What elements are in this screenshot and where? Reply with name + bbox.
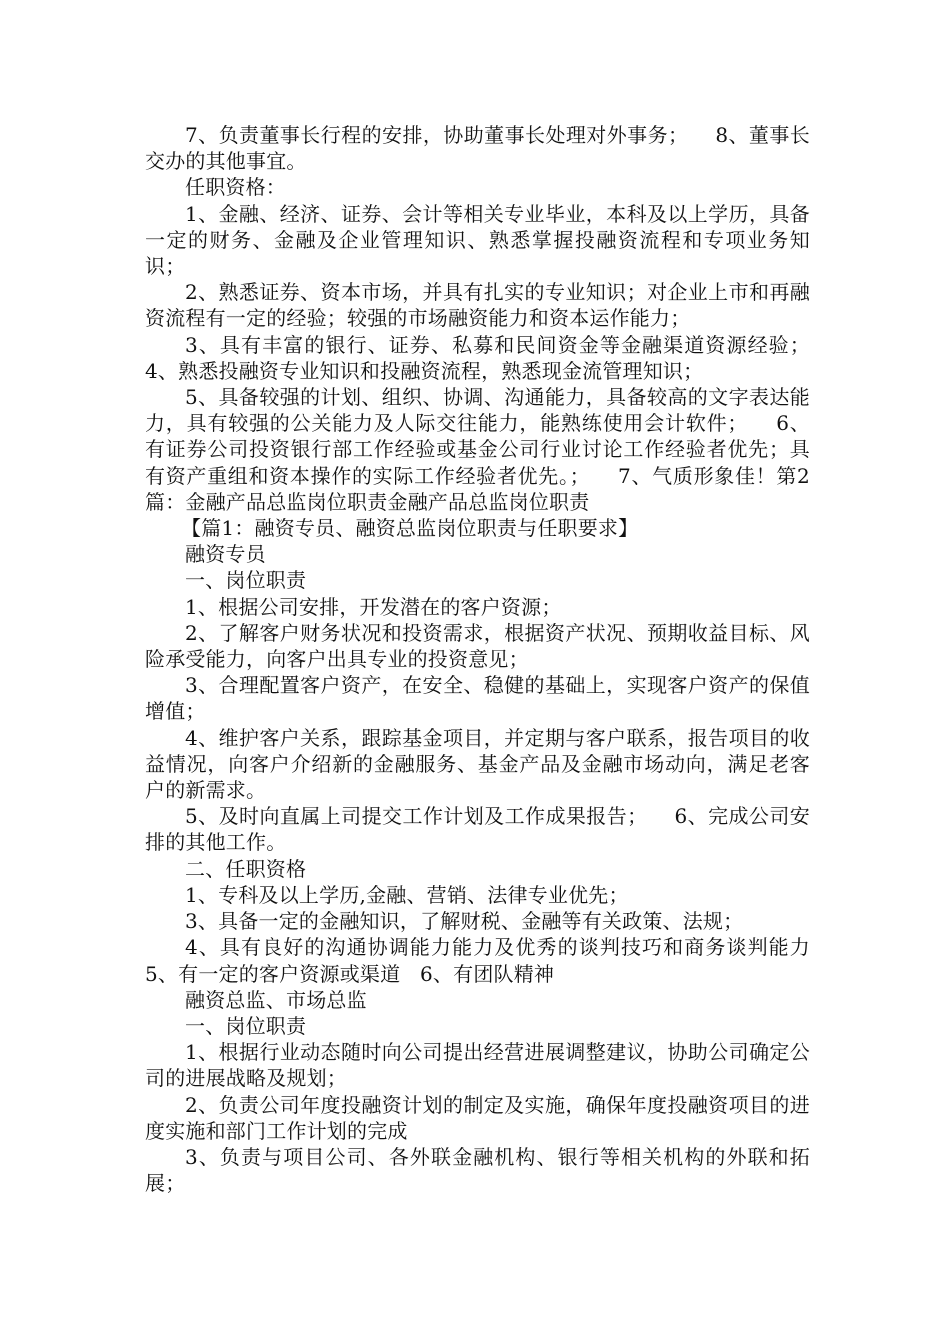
paragraph-specialist-duty-5-6: 5、及时向直属上司提交工作计划及工作成果报告； 6、完成公司安排的其他工作。 xyxy=(145,804,810,855)
paragraph-specialist-duty-3: 3、合理配置客户资产，在安全、稳健的基础上，实现客户资产的保值增值； xyxy=(145,673,810,724)
paragraph-qual-5-7: 5、具备较强的计划、组织、协调、沟通能力，具备较高的文字表达能力，具有较强的公关能力及人际交往能力，能熟练使用会计软件； 6、有证券公司投资银行部工作经验或基金公司行业讨论工作经验者优先；具有资产重组和资本操作的实际工作经验者优先。； 7、气质形象佳！第2篇：金融产品总监岗位职责金融产品总监岗位职责 xyxy=(145,385,810,514)
paragraph-specialist-qual-1: 1、专科及以上学历,金融、营销、法律专业优先； xyxy=(185,882,629,907)
paragraph-specialist-qual-4-6: 4、具有良好的沟通协调能力能力及优秀的谈判技巧和商务谈判能力 5、有一定的客户资源或渠道 6、有团队精神 xyxy=(145,935,824,986)
paragraph-specialist-duty-4: 4、维护客户关系，跟踪基金项目，并定期与客户联系，报告项目的收益情况，向客户介绍新的金融服务、基金产品及金融市场动向，满足老客户的新需求。 xyxy=(145,725,810,803)
heading-duties-1: 一、岗位职责 xyxy=(185,568,307,593)
paragraph-director-duty-2: 2、负责公司年度投融资计划的制定及实施，确保年度投融资项目的进度实施和部门工作计划的完成 xyxy=(145,1092,810,1143)
paragraph-director-duty-1: 1、根据行业动态随时向公司提出经营进展调整建议，协助公司确定公司的进展战略及规划； xyxy=(145,1040,810,1091)
paragraph-director-duty-3: 3、负责与项目公司、各外联金融机构、银行等相关机构的外联和拓展； xyxy=(145,1144,810,1196)
paragraph-qual-3-4: 3、具有丰富的银行、证券、私募和民间资金等金融渠道资源经验； 4、熟悉投融资专业知识和投融资流程，熟悉现金流管理知识； xyxy=(145,332,824,383)
section-title-part1: 【篇1：融资专员、融资总监岗位职责与任职要求】 xyxy=(181,516,639,541)
heading-financing-director: 融资总监、市场总监 xyxy=(185,987,367,1012)
paragraph-qual-2: 2、熟悉证券、资本市场，并具有扎实的专业知识；对企业上市和再融资流程有一定的经验；较强的市场融资能力和资本运作能力； xyxy=(145,280,810,331)
paragraph-specialist-duty-1: 1、根据公司安排，开发潜在的客户资源； xyxy=(185,594,562,619)
document-body xyxy=(145,122,824,1196)
heading-duties-2: 一、岗位职责 xyxy=(185,1013,307,1038)
heading-financing-specialist: 融资专员 xyxy=(185,542,266,567)
paragraph-specialist-duty-2: 2、了解客户财务状况和投资需求，根据资产状况、预期收益目标、风险承受能力，向客户出具专业的投资意见； xyxy=(145,620,810,672)
paragraph-specialist-qual-3: 3、具备一定的金融知识，了解财税、金融等有关政策、法规； xyxy=(185,909,744,934)
heading-qualifications: 任职资格： xyxy=(185,175,286,200)
paragraph-duty-7-8: 7、负责董事长行程的安排，协助董事长处理对外事务； 8、董事长交办的其他事宜。 xyxy=(145,123,810,174)
heading-qualifications-2: 二、任职资格 xyxy=(185,856,307,881)
paragraph-qual-1: 1、金融、经济、证券、会计等相关专业毕业，本科及以上学历，具备一定的财务、金融及企业管理知识、熟悉掌握投融资流程和专项业务知识； xyxy=(145,201,810,279)
